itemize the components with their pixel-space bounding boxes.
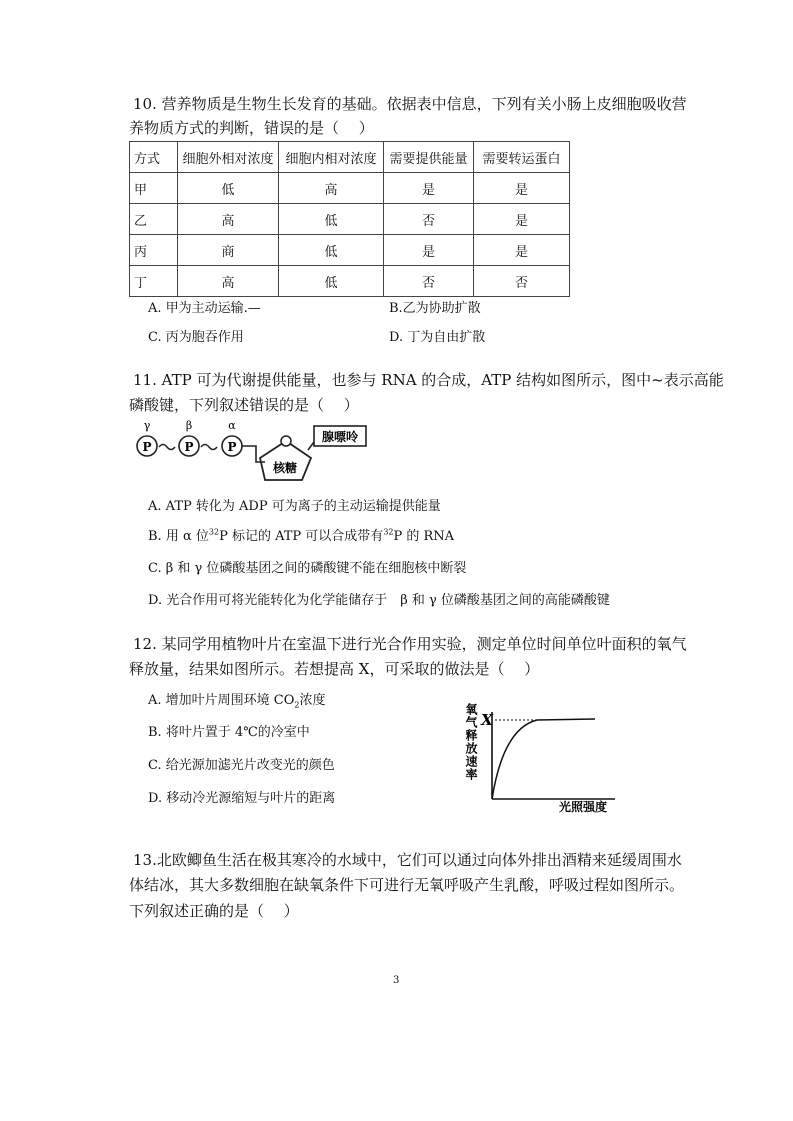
q11-stem-line2: 磷酸键，下列叙述错误的是（ ）: [129, 396, 359, 414]
table-cell: 高: [178, 266, 279, 297]
q11-option-c: C. β 和 γ 位磷酸基团之间的磷酸键不能在细胞核中断裂: [148, 561, 467, 576]
phosphoester-bond-line: [242, 446, 265, 462]
table-cell: 是: [474, 235, 570, 266]
oxygen-release-graph: [455, 700, 630, 815]
q11-option-d: D. 光合作用可将光能转化为化学能储存于 β 和 γ 位磷酸基团之间的高能磷酸键: [148, 593, 610, 608]
table-header-cell: 需要提供能量: [384, 142, 474, 173]
table-cell: 高: [279, 173, 384, 204]
q10-option-b: B.乙为协助扩散: [389, 301, 481, 316]
q10-stem-line1: 10. 营养物质是生物生长发育的基础。依据表中信息，下列有关小肠上皮细胞吸收营: [133, 95, 687, 113]
q11-stem-line1: 11. ATP 可为代谢提供能量，也参与 RNA 的合成，ATP 结构如图所示，图中~表示高能: [133, 371, 724, 389]
q12-option-a: [148, 692, 326, 710]
table-cell: 商: [178, 235, 279, 266]
table-cell: 否: [474, 266, 570, 297]
table-cell: 否: [384, 204, 474, 235]
table-cell: 乙: [130, 204, 178, 235]
q12-option-c: C. 给光源加滤光片改变光的颜色: [148, 758, 335, 773]
ribose-label: 核糖: [272, 461, 298, 475]
q10-option-c: C. 丙为胞吞作用: [148, 330, 244, 345]
q13-stem-line1: 13.北欧鲫鱼生活在极其寒冷的水域中，它们可以通过向体外排出酒精来延缓周围水: [133, 851, 682, 869]
alpha-label: α: [228, 419, 236, 432]
q10-table: [129, 141, 570, 297]
q10-option-d: D. 丁为自由扩散: [389, 330, 486, 345]
q11-option-a: A. ATP 转化为 ADP 可为离子的主动运输提供能量: [148, 499, 441, 514]
gamma-label: γ: [143, 419, 151, 432]
atp-structure-diagram: [128, 417, 373, 492]
phosphate-letter: P: [184, 440, 194, 454]
co2-subscript: 2: [294, 700, 300, 710]
q13-stem-line3: 下列叙述正确的是（ ）: [129, 902, 299, 920]
oxygen-release-curve: [492, 719, 595, 799]
table-header-cell: 细胞外相对浓度: [178, 142, 279, 173]
table-cell: 是: [384, 235, 474, 266]
table-cell: 低: [279, 235, 384, 266]
table-cell: 丁: [130, 266, 178, 297]
q11-option-b-text: B. 用 α 位: [148, 529, 209, 544]
phosphate-letter: P: [142, 440, 152, 454]
high-energy-bond-icon: [159, 445, 175, 450]
table-cell: 低: [178, 173, 279, 204]
q10-stem-line2: 养物质方式的判断，错误的是（ ）: [129, 119, 374, 137]
table-cell: 是: [474, 173, 570, 204]
isotope-mass-number: 32: [383, 527, 394, 537]
x-axis-label: 光照强度: [558, 800, 608, 814]
q12-option-d: D. 移动冷光源缩短与叶片的距离: [148, 791, 336, 806]
table-cell: 否: [384, 266, 474, 297]
beta-label: β: [185, 419, 193, 432]
q12-option-a-text: A. 增加叶片周围环境 CO: [148, 693, 295, 708]
x-saturation-marker: X: [481, 711, 493, 729]
table-cell: 低: [279, 266, 384, 297]
q12-option-a-text: 浓度: [299, 693, 326, 708]
q12-stem-line2: 释放量，结果如图所示。若想提高 X，可采取的做法是（ ）: [129, 660, 540, 678]
table-header-row: [130, 142, 570, 173]
table-header-cell: 需要转运蛋白: [474, 142, 570, 173]
table-cell: 是: [474, 204, 570, 235]
page-number: 3: [393, 975, 400, 986]
table-header-cell: 细胞内相对浓度: [279, 142, 384, 173]
high-energy-bond-icon: [201, 445, 217, 450]
q12-option-b: B. 将叶片置于 4℃的冷室中: [148, 725, 310, 740]
ring-oxygen-icon: [281, 436, 291, 446]
q10-option-a: A. 甲为主动运输.—: [148, 301, 261, 316]
phosphate-letter: P: [227, 440, 237, 454]
q13-stem-line2: 体结冰，其大多数细胞在缺氧条件下可进行无氧呼吸产生乳酸，呼吸过程如图所示。: [129, 876, 685, 894]
q11-option-b: [148, 528, 454, 546]
table-cell: 是: [384, 173, 474, 204]
q12-stem-line1: 12. 某同学用植物叶片在室温下进行光合作用实验，测定单位时间单位叶面积的氧气: [133, 635, 687, 653]
table-cell: 丙: [130, 235, 178, 266]
y-axis-label: 氧气释放速率: [464, 703, 478, 781]
table-row: [130, 204, 570, 235]
table-cell: 低: [279, 204, 384, 235]
isotope-mass-number: 32: [208, 527, 220, 537]
table-header-cell: 方式: [130, 142, 178, 173]
adenine-label: 腺嘌呤: [321, 430, 359, 444]
q11-option-b-text: P 的 RNA: [393, 529, 455, 544]
q11-option-b-text: P 标记的 ATP 可以合成带有: [219, 529, 384, 544]
glycosidic-bond-line: [308, 442, 314, 450]
table-row: [130, 266, 570, 297]
table-row: [130, 235, 570, 266]
table-cell: 高: [178, 204, 279, 235]
table-cell: 甲: [130, 173, 178, 204]
table-row: [130, 173, 570, 204]
